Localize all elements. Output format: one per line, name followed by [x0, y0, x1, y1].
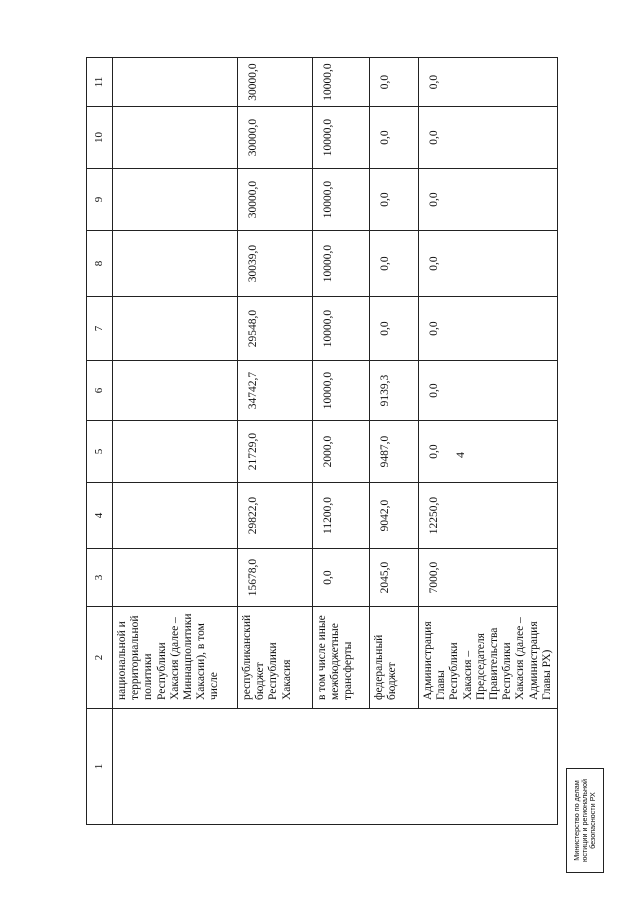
value-cell — [113, 483, 238, 549]
value-cell: 11200,0 — [313, 483, 370, 549]
budget-table — [86, 57, 558, 825]
value-cell: 0,0 — [419, 361, 558, 421]
stamp-line: Министерство по делам — [571, 780, 581, 861]
column-number: 11 — [87, 58, 113, 107]
table-header-row — [87, 58, 113, 825]
registration-stamp — [566, 768, 604, 873]
value-cell: 0,0 — [419, 169, 558, 231]
value-cell: 10000,0 — [313, 58, 370, 107]
value-cell — [113, 297, 238, 361]
value-cell — [113, 421, 238, 483]
value-cell: 2000,0 — [313, 421, 370, 483]
value-cell: 2045,0 — [370, 549, 419, 607]
row-number-cell — [113, 709, 558, 825]
value-cell: 0,0 — [419, 421, 558, 483]
table-row — [113, 58, 238, 825]
value-cell: 10000,0 — [313, 231, 370, 297]
stamp-line: юстиции и региональной — [579, 779, 589, 862]
value-cell — [113, 58, 238, 107]
value-cell: 15678,0 — [238, 549, 313, 607]
row-label: Администрация Главы Республики Хакасия – Председателя Правительства Республики Хакасия (далее – Администрация Главы РХ) — [419, 607, 558, 709]
value-cell: 30000,0 — [238, 169, 313, 231]
value-cell: 0,0 — [370, 169, 419, 231]
page-number: 4 — [453, 452, 467, 458]
column-number: 8 — [87, 231, 113, 297]
column-number: 3 — [87, 549, 113, 607]
value-cell: 0,0 — [370, 231, 419, 297]
value-cell: 0,0 — [419, 58, 558, 107]
value-cell — [113, 107, 238, 169]
value-cell: 7000,0 — [419, 549, 558, 607]
value-cell: 30000,0 — [238, 107, 313, 169]
value-cell: 0,0 — [370, 297, 419, 361]
column-number: 6 — [87, 361, 113, 421]
stamp-line: безопасности РХ — [588, 792, 598, 849]
column-number: 9 — [87, 169, 113, 231]
value-cell: 12250,0 — [419, 483, 558, 549]
value-cell: 10000,0 — [313, 297, 370, 361]
row-label: федеральный бюджет — [370, 607, 419, 709]
value-cell: 10000,0 — [313, 107, 370, 169]
value-cell: 29548,0 — [238, 297, 313, 361]
value-cell: 0,0 — [370, 107, 419, 169]
value-cell: 9487,0 — [370, 421, 419, 483]
value-cell: 21729,0 — [238, 421, 313, 483]
column-number: 7 — [87, 297, 113, 361]
value-cell: 34742,7 — [238, 361, 313, 421]
value-cell — [113, 169, 238, 231]
value-cell: 0,0 — [370, 58, 419, 107]
value-cell: 10000,0 — [313, 169, 370, 231]
value-cell — [113, 549, 238, 607]
row-label: в том числе иные межбюджетные трансферты — [313, 607, 370, 709]
budget-table-container — [86, 58, 553, 825]
value-cell: 0,0 — [419, 297, 558, 361]
value-cell: 10000,0 — [313, 361, 370, 421]
value-cell: 0,0 — [313, 549, 370, 607]
column-number: 1 — [87, 709, 113, 825]
column-number: 4 — [87, 483, 113, 549]
value-cell: 0,0 — [419, 231, 558, 297]
value-cell — [113, 361, 238, 421]
row-label: республиканский бюджет Республики Хакасия — [238, 607, 313, 709]
column-number: 10 — [87, 107, 113, 169]
value-cell: 9042,0 — [370, 483, 419, 549]
value-cell: 9139,3 — [370, 361, 419, 421]
value-cell: 0,0 — [419, 107, 558, 169]
value-cell: 29822,0 — [238, 483, 313, 549]
value-cell: 30039,0 — [238, 231, 313, 297]
column-number: 5 — [87, 421, 113, 483]
column-number: 2 — [87, 607, 113, 709]
value-cell — [113, 231, 238, 297]
value-cell: 30000,0 — [238, 58, 313, 107]
row-label: национальной и территориальной политики Республики Хакасия (далее – Миннацполитики Хакасии), в том числе — [113, 607, 238, 709]
